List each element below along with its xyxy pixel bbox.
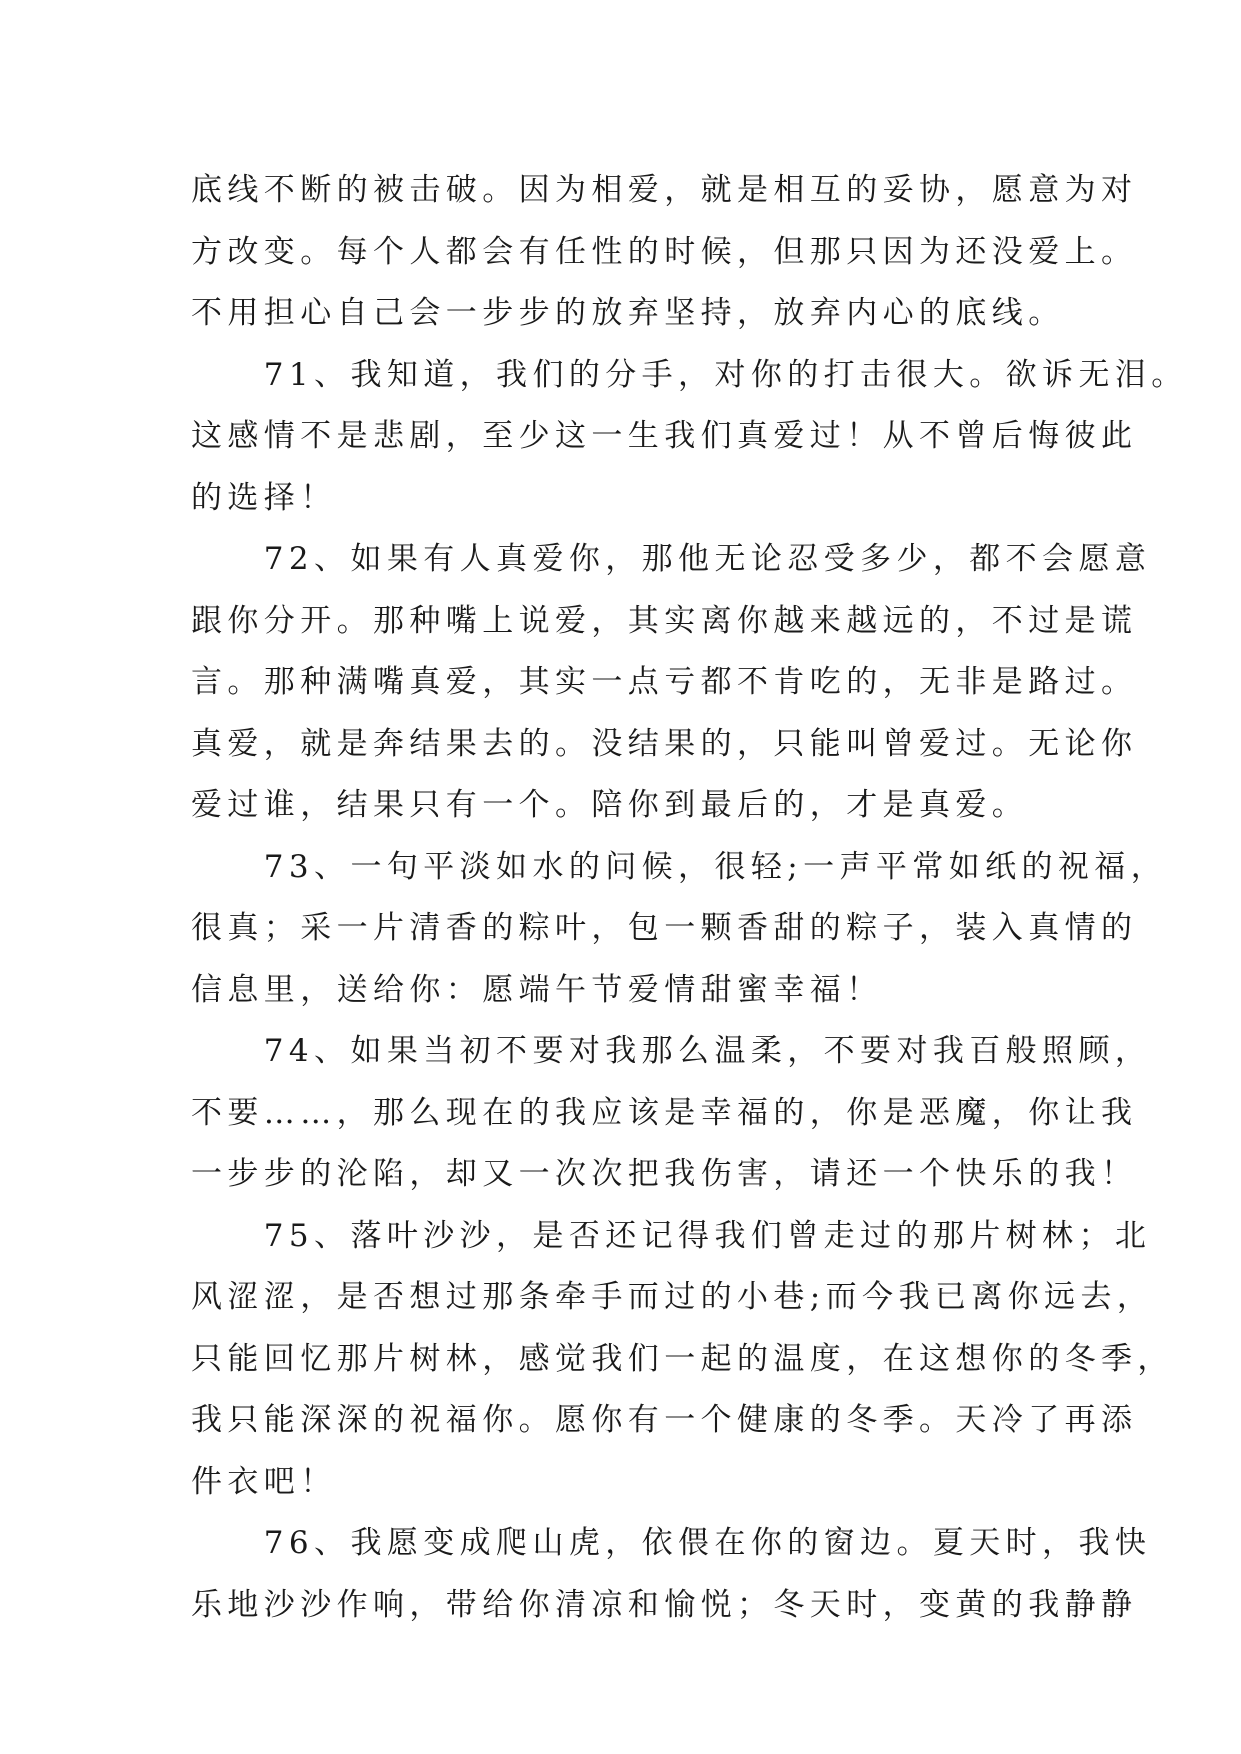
text-line: 我只能深深的祝福你。愿你有一个健康的冬季。天冷了再添 <box>191 1402 1138 1438</box>
text-line: 这感情不是悲剧，至少这一生我们真爱过！从不曾后悔彼此 <box>191 418 1138 454</box>
text-line: 74、如果当初不要对我那么温柔，不要对我百般照顾， <box>191 1033 1152 1069</box>
text-line: 很真；采一片清香的粽叶，包一颗香甜的粽子，装入真情的 <box>191 910 1138 946</box>
text-line: 76、我愿变成爬山虎，依偎在你的窗边。夏天时，我快 <box>191 1525 1152 1561</box>
body-text <box>191 160 1188 1636</box>
text-line: 底线不断的被击破。因为相爱，就是相互的妥协，愿意为对 <box>191 172 1138 208</box>
text-line: 75、落叶沙沙，是否还记得我们曾走过的那片树林；北 <box>191 1217 1152 1254</box>
text-line: 真爱，就是奔结果去的。没结果的，只能叫曾爱过。无论你 <box>191 725 1138 762</box>
text-line: 信息里，送给你：愿端午节爱情甜蜜幸福！ <box>191 971 883 1008</box>
text-line: 只能回忆那片树林，感觉我们一起的温度，在这想你的冬季， <box>191 1340 1174 1377</box>
text-line: 的选择！ <box>191 479 337 516</box>
text-line: 方改变。每个人都会有任性的时候，但那只因为还没爱上。 <box>191 233 1138 270</box>
text-line: 跟你分开。那种嘴上说爱，其实离你越来越远的，不过是谎 <box>191 602 1138 639</box>
text-line: 不要……，那么现在的我应该是幸福的，你是恶魔，你让我 <box>191 1094 1138 1131</box>
text-line: 72、如果有人真爱你，那他无论忍受多少，都不会愿意 <box>191 541 1152 577</box>
text-line: 件衣吧！ <box>191 1463 337 1500</box>
text-line: 71、我知道，我们的分手，对你的打击很大。欲诉无泪。 <box>191 356 1188 393</box>
text-line: 一步步的沦陷，却又一次次把我伤害，请还一个快乐的我！ <box>191 1156 1138 1192</box>
text-line: 言。那种满嘴真爱，其实一点亏都不肯吃的，无非是路过。 <box>191 664 1138 700</box>
text-line: 不用担心自己会一步步的放弃坚持，放弃内心的底线。 <box>191 295 1065 331</box>
text-line: 73、一句平淡如水的问候，很轻;一声平常如纸的祝福， <box>191 848 1168 885</box>
text-line: 爱过谁，结果只有一个。陪你到最后的，才是真爱。 <box>191 787 1029 823</box>
text-line: 乐地沙沙作响，带给你清凉和愉悦；冬天时，变黄的我静静 <box>191 1586 1138 1623</box>
text-line: 风涩涩，是否想过那条牵手而过的小巷;而今我已离你远去， <box>191 1279 1154 1315</box>
